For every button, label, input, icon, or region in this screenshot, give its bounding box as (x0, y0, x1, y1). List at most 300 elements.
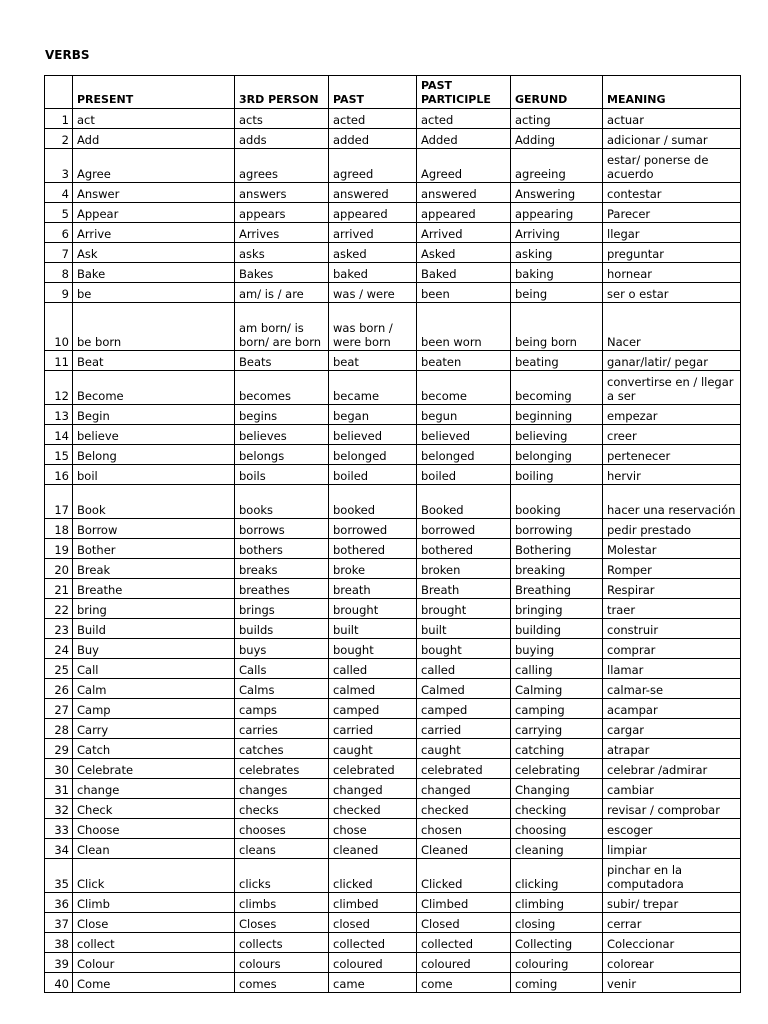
number-cell: 40 (45, 973, 73, 993)
past-cell: carried (329, 719, 417, 739)
table-row (45, 559, 741, 579)
table-row (45, 933, 741, 953)
gerund-cell: beating (511, 351, 603, 371)
gerund-cell: bringing (511, 599, 603, 619)
number-cell: 14 (45, 425, 73, 445)
gerund-cell: being (511, 283, 603, 303)
table-row (45, 129, 741, 149)
present-cell: change (73, 779, 235, 799)
header-meaning: MEANING (603, 76, 741, 109)
table-row (45, 739, 741, 759)
past-participle-cell: coloured (417, 953, 511, 973)
table-row (45, 351, 741, 371)
gerund-cell: celebrating (511, 759, 603, 779)
present-cell: Break (73, 559, 235, 579)
number-cell: 5 (45, 203, 73, 223)
table-row (45, 819, 741, 839)
present-cell: Bother (73, 539, 235, 559)
gerund-cell: Calming (511, 679, 603, 699)
meaning-cell: traer (603, 599, 741, 619)
past-cell: camped (329, 699, 417, 719)
number-cell: 6 (45, 223, 73, 243)
third-person-cell: brings (235, 599, 329, 619)
table-row (45, 519, 741, 539)
meaning-cell: subir/ trepar (603, 893, 741, 913)
number-cell: 29 (45, 739, 73, 759)
past-participle-cell: answered (417, 183, 511, 203)
third-person-cell: adds (235, 129, 329, 149)
gerund-cell: Bothering (511, 539, 603, 559)
third-person-cell: camps (235, 699, 329, 719)
meaning-cell: creer (603, 425, 741, 445)
present-cell: Breathe (73, 579, 235, 599)
past-cell: asked (329, 243, 417, 263)
gerund-cell: Arriving (511, 223, 603, 243)
past-participle-cell: begun (417, 405, 511, 425)
number-cell: 38 (45, 933, 73, 953)
third-person-cell: Calls (235, 659, 329, 679)
gerund-cell: being born (511, 303, 603, 351)
present-cell: Catch (73, 739, 235, 759)
number-cell: 13 (45, 405, 73, 425)
number-cell: 3 (45, 149, 73, 183)
past-cell: arrived (329, 223, 417, 243)
meaning-cell: llegar (603, 223, 741, 243)
past-cell: bothered (329, 539, 417, 559)
meaning-cell: llamar (603, 659, 741, 679)
gerund-cell: closing (511, 913, 603, 933)
third-person-cell: agrees (235, 149, 329, 183)
third-person-cell: colours (235, 953, 329, 973)
present-cell: Arrive (73, 223, 235, 243)
number-cell: 32 (45, 799, 73, 819)
third-person-cell: changes (235, 779, 329, 799)
meaning-cell: venir (603, 973, 741, 993)
present-cell: be born (73, 303, 235, 351)
past-participle-cell: Asked (417, 243, 511, 263)
table-row (45, 619, 741, 639)
past-participle-cell: carried (417, 719, 511, 739)
table-row (45, 539, 741, 559)
past-cell: borrowed (329, 519, 417, 539)
number-cell: 35 (45, 859, 73, 893)
meaning-cell: Romper (603, 559, 741, 579)
past-participle-cell: collected (417, 933, 511, 953)
table-row (45, 913, 741, 933)
past-participle-cell: belonged (417, 445, 511, 465)
number-cell: 26 (45, 679, 73, 699)
past-participle-cell: borrowed (417, 519, 511, 539)
present-cell: Clean (73, 839, 235, 859)
table-row (45, 263, 741, 283)
present-cell: be (73, 283, 235, 303)
meaning-cell: pedir prestado (603, 519, 741, 539)
meaning-cell: comprar (603, 639, 741, 659)
table-row (45, 699, 741, 719)
present-cell: Colour (73, 953, 235, 973)
number-cell: 8 (45, 263, 73, 283)
number-cell: 23 (45, 619, 73, 639)
past-participle-cell: built (417, 619, 511, 639)
present-cell: Appear (73, 203, 235, 223)
past-participle-cell: called (417, 659, 511, 679)
present-cell: Borrow (73, 519, 235, 539)
table-row (45, 465, 741, 485)
present-cell: Close (73, 913, 235, 933)
past-participle-cell: been (417, 283, 511, 303)
table-row (45, 973, 741, 993)
third-person-cell: comes (235, 973, 329, 993)
table-row (45, 109, 741, 129)
table-row (45, 371, 741, 405)
verbs-table-body (45, 109, 741, 993)
verbs-table (44, 75, 741, 993)
present-cell: Come (73, 973, 235, 993)
past-cell: acted (329, 109, 417, 129)
past-cell: checked (329, 799, 417, 819)
past-cell: caught (329, 739, 417, 759)
past-participle-cell: Climbed (417, 893, 511, 913)
third-person-cell: appears (235, 203, 329, 223)
gerund-cell: colouring (511, 953, 603, 973)
table-row (45, 679, 741, 699)
gerund-cell: beginning (511, 405, 603, 425)
table-row (45, 223, 741, 243)
past-cell: was / were (329, 283, 417, 303)
table-row (45, 485, 741, 519)
meaning-cell: revisar / comprobar (603, 799, 741, 819)
table-row (45, 149, 741, 183)
table-row (45, 203, 741, 223)
present-cell: Build (73, 619, 235, 639)
past-participle-cell: changed (417, 779, 511, 799)
past-cell: appeared (329, 203, 417, 223)
number-cell: 31 (45, 779, 73, 799)
present-cell: Begin (73, 405, 235, 425)
present-cell: Calm (73, 679, 235, 699)
number-cell: 2 (45, 129, 73, 149)
present-cell: Check (73, 799, 235, 819)
gerund-cell: choosing (511, 819, 603, 839)
gerund-cell: baking (511, 263, 603, 283)
table-row (45, 303, 741, 351)
number-cell: 22 (45, 599, 73, 619)
past-cell: became (329, 371, 417, 405)
past-cell: broke (329, 559, 417, 579)
table-row (45, 283, 741, 303)
number-cell: 15 (45, 445, 73, 465)
past-participle-cell: checked (417, 799, 511, 819)
third-person-cell: Arrives (235, 223, 329, 243)
past-participle-cell: bothered (417, 539, 511, 559)
past-participle-cell: brought (417, 599, 511, 619)
number-cell: 18 (45, 519, 73, 539)
past-participle-cell: become (417, 371, 511, 405)
table-header-row (45, 76, 741, 109)
past-cell: changed (329, 779, 417, 799)
table-row (45, 445, 741, 465)
third-person-cell: am born/ is born/ are born (235, 303, 329, 351)
table-row (45, 893, 741, 913)
third-person-cell: bothers (235, 539, 329, 559)
present-cell: bring (73, 599, 235, 619)
past-cell: beat (329, 351, 417, 371)
meaning-cell: contestar (603, 183, 741, 203)
gerund-cell: carrying (511, 719, 603, 739)
past-participle-cell: bought (417, 639, 511, 659)
number-cell: 27 (45, 699, 73, 719)
gerund-cell: belonging (511, 445, 603, 465)
number-cell: 1 (45, 109, 73, 129)
number-cell: 11 (45, 351, 73, 371)
present-cell: act (73, 109, 235, 129)
present-cell: Call (73, 659, 235, 679)
third-person-cell: chooses (235, 819, 329, 839)
table-row (45, 859, 741, 893)
third-person-cell: catches (235, 739, 329, 759)
gerund-cell: asking (511, 243, 603, 263)
number-cell: 24 (45, 639, 73, 659)
past-cell: began (329, 405, 417, 425)
gerund-cell: Collecting (511, 933, 603, 953)
meaning-cell: calmar-se (603, 679, 741, 699)
third-person-cell: cleans (235, 839, 329, 859)
number-cell: 7 (45, 243, 73, 263)
past-participle-cell: chosen (417, 819, 511, 839)
past-participle-cell: boiled (417, 465, 511, 485)
header-past-participle: PAST PARTICIPLE (417, 76, 511, 109)
meaning-cell: Molestar (603, 539, 741, 559)
third-person-cell: Closes (235, 913, 329, 933)
past-cell: chose (329, 819, 417, 839)
third-person-cell: answers (235, 183, 329, 203)
present-cell: Book (73, 485, 235, 519)
meaning-cell: cargar (603, 719, 741, 739)
number-cell: 16 (45, 465, 73, 485)
past-cell: came (329, 973, 417, 993)
third-person-cell: books (235, 485, 329, 519)
table-row (45, 183, 741, 203)
table-row (45, 719, 741, 739)
third-person-cell: climbs (235, 893, 329, 913)
past-participle-cell: appeared (417, 203, 511, 223)
meaning-cell: adicionar / sumar (603, 129, 741, 149)
meaning-cell: atrapar (603, 739, 741, 759)
table-row (45, 953, 741, 973)
number-cell: 17 (45, 485, 73, 519)
table-row (45, 579, 741, 599)
meaning-cell: pertenecer (603, 445, 741, 465)
meaning-cell: cerrar (603, 913, 741, 933)
header-gerund: GERUND (511, 76, 603, 109)
present-cell: Choose (73, 819, 235, 839)
page-title: VERBS (45, 48, 90, 62)
gerund-cell: believing (511, 425, 603, 445)
present-cell: Camp (73, 699, 235, 719)
past-cell: climbed (329, 893, 417, 913)
past-participle-cell: caught (417, 739, 511, 759)
meaning-cell: ganar/latir/ pegar (603, 351, 741, 371)
third-person-cell: buys (235, 639, 329, 659)
present-cell: Celebrate (73, 759, 235, 779)
present-cell: Answer (73, 183, 235, 203)
meaning-cell: hacer una reservación (603, 485, 741, 519)
past-cell: coloured (329, 953, 417, 973)
number-cell: 10 (45, 303, 73, 351)
third-person-cell: breaks (235, 559, 329, 579)
gerund-cell: catching (511, 739, 603, 759)
third-person-cell: begins (235, 405, 329, 425)
past-cell: celebrated (329, 759, 417, 779)
gerund-cell: agreeing (511, 149, 603, 183)
number-cell: 30 (45, 759, 73, 779)
meaning-cell: hornear (603, 263, 741, 283)
gerund-cell: becoming (511, 371, 603, 405)
present-cell: Become (73, 371, 235, 405)
number-cell: 36 (45, 893, 73, 913)
header-3rd-person: 3RD PERSON (235, 76, 329, 109)
gerund-cell: Breathing (511, 579, 603, 599)
present-cell: Add (73, 129, 235, 149)
third-person-cell: acts (235, 109, 329, 129)
past-participle-cell: camped (417, 699, 511, 719)
gerund-cell: buying (511, 639, 603, 659)
table-row (45, 243, 741, 263)
past-participle-cell: Agreed (417, 149, 511, 183)
table-row (45, 405, 741, 425)
past-participle-cell: Calmed (417, 679, 511, 699)
gerund-cell: acting (511, 109, 603, 129)
past-cell: closed (329, 913, 417, 933)
past-cell: belonged (329, 445, 417, 465)
table-row (45, 639, 741, 659)
meaning-cell: Coleccionar (603, 933, 741, 953)
present-cell: collect (73, 933, 235, 953)
header-past: PAST (329, 76, 417, 109)
gerund-cell: appearing (511, 203, 603, 223)
third-person-cell: collects (235, 933, 329, 953)
third-person-cell: believes (235, 425, 329, 445)
meaning-cell: empezar (603, 405, 741, 425)
meaning-cell: pinchar en la computadora (603, 859, 741, 893)
table-row (45, 759, 741, 779)
past-cell: baked (329, 263, 417, 283)
meaning-cell: ser o estar (603, 283, 741, 303)
table-row (45, 425, 741, 445)
number-cell: 39 (45, 953, 73, 973)
past-cell: called (329, 659, 417, 679)
past-participle-cell: Clicked (417, 859, 511, 893)
past-participle-cell: celebrated (417, 759, 511, 779)
gerund-cell: borrowing (511, 519, 603, 539)
meaning-cell: actuar (603, 109, 741, 129)
meaning-cell: convertirse en / llegar a ser (603, 371, 741, 405)
meaning-cell: celebrar /admirar (603, 759, 741, 779)
meaning-cell: cambiar (603, 779, 741, 799)
number-cell: 19 (45, 539, 73, 559)
past-participle-cell: broken (417, 559, 511, 579)
meaning-cell: colorear (603, 953, 741, 973)
meaning-cell: Nacer (603, 303, 741, 351)
gerund-cell: climbing (511, 893, 603, 913)
number-cell: 20 (45, 559, 73, 579)
gerund-cell: building (511, 619, 603, 639)
present-cell: Climb (73, 893, 235, 913)
table-row (45, 659, 741, 679)
present-cell: Ask (73, 243, 235, 263)
number-cell: 37 (45, 913, 73, 933)
third-person-cell: becomes (235, 371, 329, 405)
number-cell: 28 (45, 719, 73, 739)
present-cell: Click (73, 859, 235, 893)
past-participle-cell: acted (417, 109, 511, 129)
present-cell: Belong (73, 445, 235, 465)
past-cell: collected (329, 933, 417, 953)
gerund-cell: booking (511, 485, 603, 519)
third-person-cell: asks (235, 243, 329, 263)
past-cell: bought (329, 639, 417, 659)
past-cell: boiled (329, 465, 417, 485)
past-cell: built (329, 619, 417, 639)
past-participle-cell: been worn (417, 303, 511, 351)
present-cell: Agree (73, 149, 235, 183)
header-present: PRESENT (73, 76, 235, 109)
past-cell: agreed (329, 149, 417, 183)
past-cell: cleaned (329, 839, 417, 859)
past-cell: breath (329, 579, 417, 599)
gerund-cell: boiling (511, 465, 603, 485)
third-person-cell: belongs (235, 445, 329, 465)
meaning-cell: hervir (603, 465, 741, 485)
meaning-cell: Respirar (603, 579, 741, 599)
meaning-cell: estar/ ponerse de acuerdo (603, 149, 741, 183)
meaning-cell: Parecer (603, 203, 741, 223)
gerund-cell: breaking (511, 559, 603, 579)
number-cell: 34 (45, 839, 73, 859)
third-person-cell: carries (235, 719, 329, 739)
present-cell: boil (73, 465, 235, 485)
gerund-cell: calling (511, 659, 603, 679)
past-participle-cell: come (417, 973, 511, 993)
present-cell: believe (73, 425, 235, 445)
gerund-cell: checking (511, 799, 603, 819)
third-person-cell: borrows (235, 519, 329, 539)
past-participle-cell: Cleaned (417, 839, 511, 859)
meaning-cell: escoger (603, 819, 741, 839)
past-participle-cell: Closed (417, 913, 511, 933)
table-row (45, 799, 741, 819)
past-participle-cell: Booked (417, 485, 511, 519)
third-person-cell: boils (235, 465, 329, 485)
table-row (45, 599, 741, 619)
gerund-cell: clicking (511, 859, 603, 893)
third-person-cell: celebrates (235, 759, 329, 779)
past-participle-cell: Breath (417, 579, 511, 599)
past-cell: believed (329, 425, 417, 445)
number-cell: 4 (45, 183, 73, 203)
present-cell: Beat (73, 351, 235, 371)
table-row (45, 779, 741, 799)
third-person-cell: Beats (235, 351, 329, 371)
past-cell: was born / were born (329, 303, 417, 351)
past-participle-cell: Arrived (417, 223, 511, 243)
gerund-cell: cleaning (511, 839, 603, 859)
third-person-cell: Calms (235, 679, 329, 699)
present-cell: Bake (73, 263, 235, 283)
past-cell: brought (329, 599, 417, 619)
past-cell: added (329, 129, 417, 149)
number-cell: 25 (45, 659, 73, 679)
